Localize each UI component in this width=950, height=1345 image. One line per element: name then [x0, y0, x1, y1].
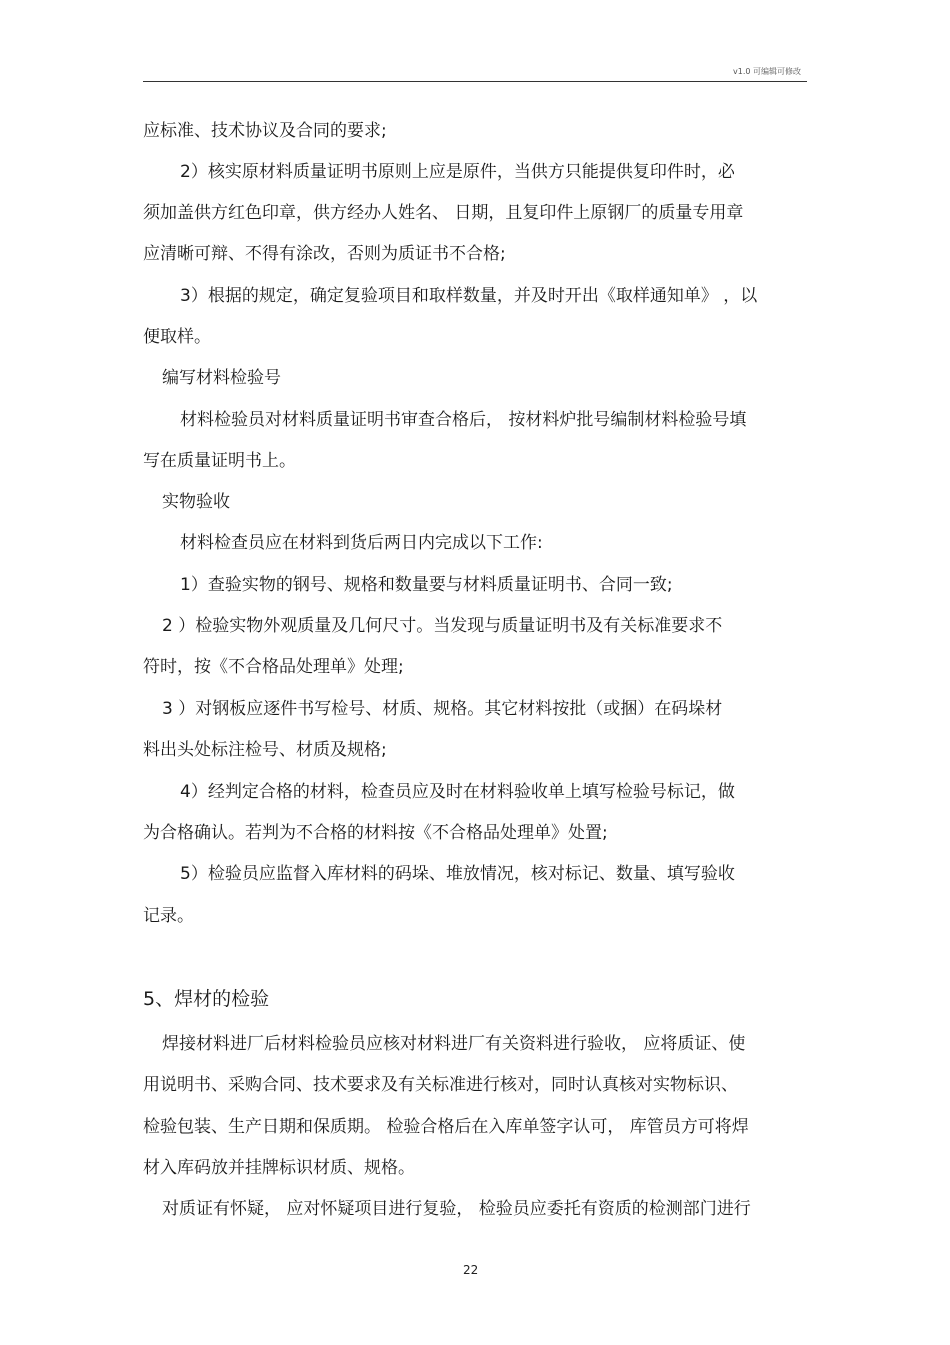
- body-line: 检验包装、生产日期和保质期。 检验合格后在入库单签字认可， 库管员方可将焊: [143, 1117, 749, 1137]
- body-line: 1）查验实物的钢号、规格和数量要与材料质量证明书、合同一致;: [180, 575, 673, 595]
- body-line: 2）核实原材料质量证明书原则上应是原件，当供方只能提供复印件时，必: [180, 162, 735, 182]
- body-line: 记录。: [143, 906, 194, 926]
- body-line: 3）根据的规定，确定复验项目和取样数量，并及时开出《取样通知单》 ，以: [180, 286, 758, 306]
- body-line: 3 ）对钢板应逐件书写检号、材质、规格。其它材料按批（或捆）在码垛材: [162, 699, 723, 719]
- body-line: 材料检查员应在材料到货后两日内完成以下工作:: [180, 533, 543, 553]
- body-line: 便取样。: [143, 327, 211, 347]
- page-number: 22: [463, 1263, 479, 1277]
- header-version-note: v1.0 可编辑可修改: [733, 67, 801, 76]
- subheading-physical-acceptance: 实物验收: [162, 492, 230, 512]
- subheading-material-number: 编写材料检验号: [162, 368, 281, 388]
- body-line: 5）检验员应监督入库材料的码垛、堆放情况，核对标记、数量、填写验收: [180, 864, 735, 884]
- body-line: 为合格确认。若判为不合格的材料按《不合格品处理单》处置;: [143, 823, 608, 843]
- body-line: 应清晰可辩、不得有涂改，否则为质证书不合格;: [143, 244, 506, 264]
- body-line: 应标准、技术协议及合同的要求;: [143, 121, 387, 141]
- body-line: 材入库码放并挂牌标识材质、规格。: [143, 1158, 415, 1178]
- body-line: 写在质量证明书上。: [143, 451, 296, 471]
- body-line: 料出头处标注检号、材质及规格;: [143, 740, 387, 760]
- section-heading: 5、焊材的检验: [143, 988, 270, 1010]
- body-line: 须加盖供方红色印章，供方经办人姓名、 日期，且复印件上原钢厂的质量专用章: [143, 203, 744, 223]
- body-line: 材料检验员对材料质量证明书审查合格后， 按材料炉批号编制材料检验号填: [180, 410, 747, 430]
- body-line: 符时，按《不合格品处理单》处理;: [143, 657, 404, 677]
- header-divider: [143, 81, 807, 82]
- body-line: 对质证有怀疑， 应对怀疑项目进行复验， 检验员应委托有资质的检测部门进行: [162, 1199, 751, 1219]
- body-line: 4）经判定合格的材料，检查员应及时在材料验收单上填写检验号标记，做: [180, 782, 735, 802]
- body-line: 焊接材料进厂后材料检验员应核对材料进厂有关资料进行验收， 应将质证、使: [162, 1034, 746, 1054]
- body-line: 2 ）检验实物外观质量及几何尺寸。当发现与质量证明书及有关标准要求不: [162, 616, 723, 636]
- body-line: 用说明书、采购合同、技术要求及有关标准进行核对，同时认真核对实物标识、: [143, 1075, 738, 1095]
